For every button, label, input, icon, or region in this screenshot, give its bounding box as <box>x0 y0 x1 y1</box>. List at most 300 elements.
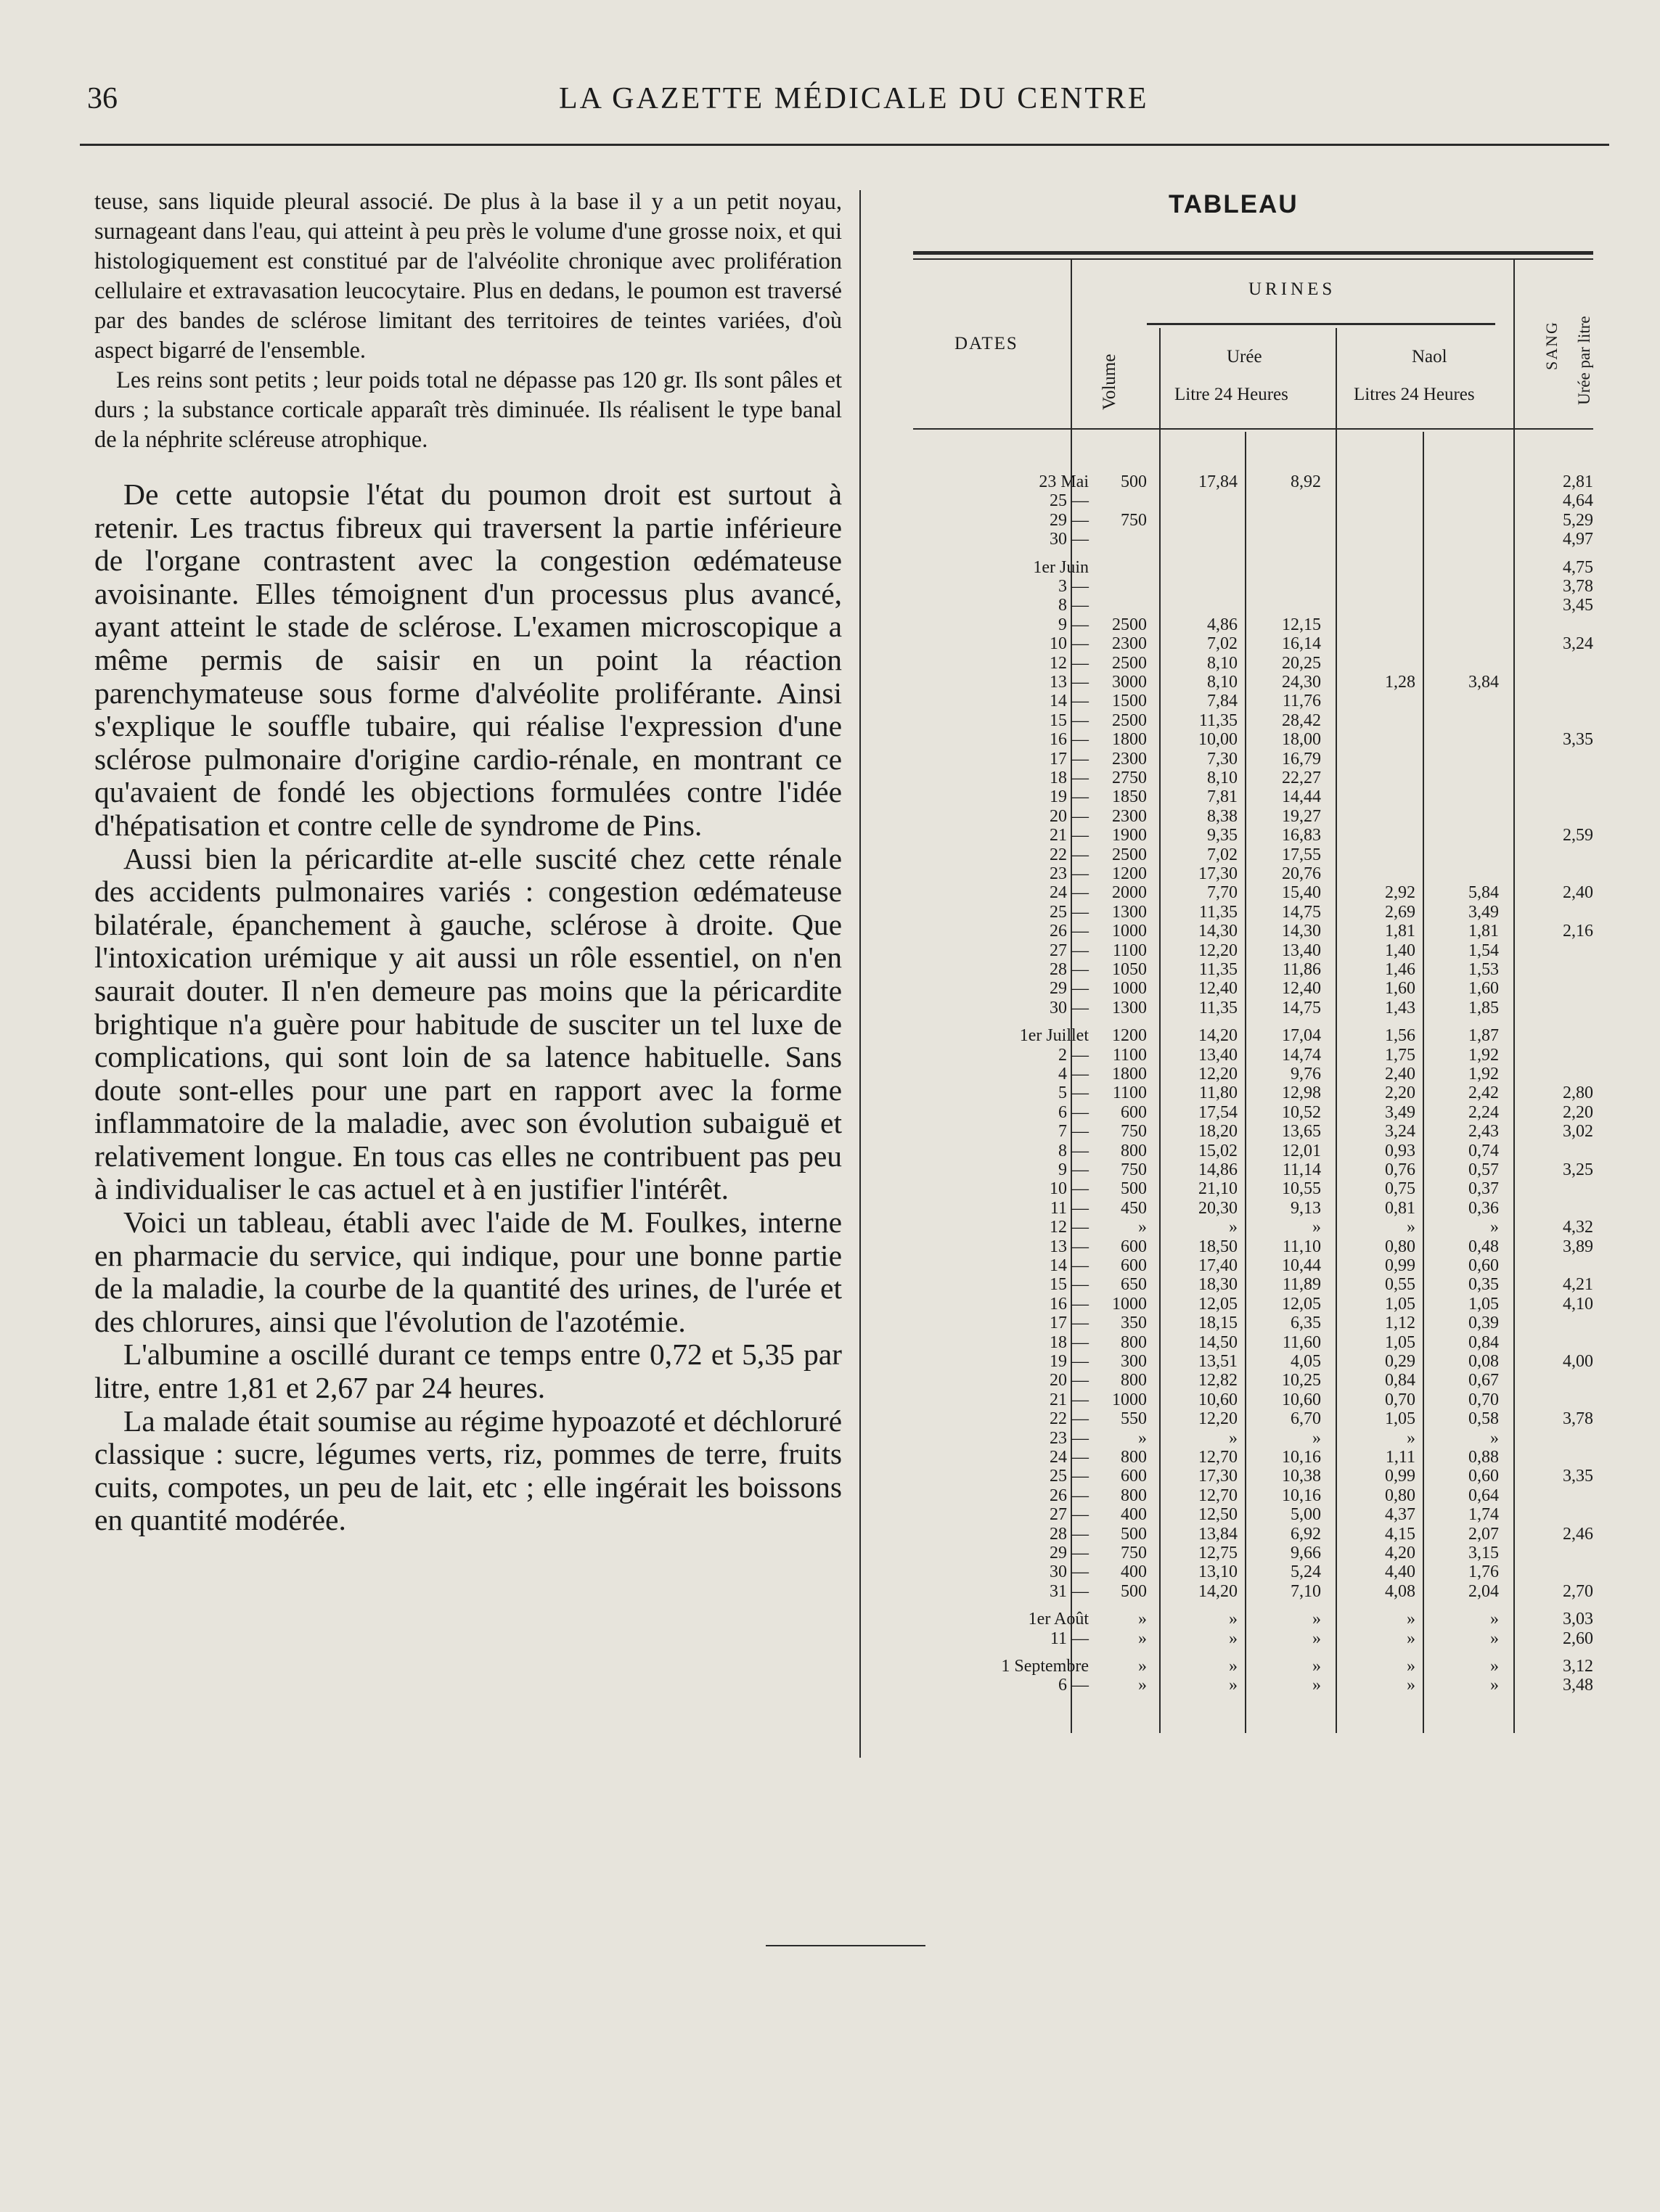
naol-litre-cell: 0,93 <box>1385 1141 1415 1160</box>
volume-cell: 2300 <box>1112 749 1147 769</box>
uree-24h-cell: » <box>1312 1676 1321 1695</box>
table-row <box>0 1122 1660 1142</box>
volume-cell: 1000 <box>1112 922 1147 941</box>
uree-24h-cell: 8,92 <box>1291 472 1321 491</box>
uree-24h-cell: 14,44 <box>1282 787 1321 807</box>
table-row <box>0 1629 1660 1649</box>
date-cell: 11 — <box>1050 1629 1089 1648</box>
volume-cell: 3000 <box>1112 673 1147 692</box>
date-cell: 6 — <box>1058 1102 1089 1122</box>
uree-24h-cell: 14,75 <box>1282 902 1321 922</box>
volume-cell: » <box>1138 1657 1147 1676</box>
naol-litre-cell: 1,56 <box>1385 1026 1415 1046</box>
table-row <box>0 730 1660 750</box>
volume-cell: 1000 <box>1112 979 1147 999</box>
uree-24h-cell: 10,25 <box>1282 1371 1321 1390</box>
date-cell: 5 — <box>1058 1084 1089 1103</box>
volume-cell: 600 <box>1121 1237 1147 1256</box>
header-bottom-rule <box>913 428 1593 430</box>
uree-24h-cell: 12,98 <box>1282 1084 1321 1103</box>
table-row <box>0 692 1660 711</box>
date-cell: 6 — <box>1058 1676 1089 1695</box>
uree-24h-cell: 24,30 <box>1282 673 1321 692</box>
volume-cell: 600 <box>1121 1102 1147 1122</box>
table-row <box>0 472 1660 492</box>
uree-24h-cell: 11,10 <box>1282 1237 1321 1256</box>
volume-cell: 400 <box>1121 1505 1147 1525</box>
naol-litre-cell: 1,11 <box>1385 1448 1415 1467</box>
table-row <box>0 807 1660 827</box>
uree-litre-cell: 12,75 <box>1198 1544 1238 1562</box>
date-cell: 25 — <box>1050 491 1089 511</box>
date-cell: 27 — <box>1050 1505 1089 1525</box>
volume-cell: 1200 <box>1112 864 1147 883</box>
uree-litre-cell: » <box>1229 1218 1238 1237</box>
naol-litre-cell: 0,84 <box>1385 1371 1415 1390</box>
naol-24h-cell: 1,92 <box>1468 1045 1499 1065</box>
date-cell: 18 — <box>1050 1332 1089 1352</box>
date-cell: 31 — <box>1050 1581 1089 1601</box>
naol-24h-cell: 0,67 <box>1468 1371 1499 1390</box>
date-cell: 28 — <box>1050 960 1089 979</box>
uree-24h-cell: 7,10 <box>1291 1581 1321 1601</box>
header-naol-unit: Litres 24 Heures <box>1354 385 1475 404</box>
uree-litre-cell: 17,30 <box>1198 864 1238 883</box>
table-row <box>0 1409 1660 1429</box>
naol-24h-cell: 3,15 <box>1468 1544 1499 1562</box>
header-sang: SANG <box>1542 321 1561 370</box>
uree-24h-cell: » <box>1312 1657 1321 1676</box>
volume-cell: 800 <box>1121 1448 1147 1467</box>
header-naol: Naol <box>1412 347 1447 366</box>
uree-litre-cell: 12,82 <box>1198 1371 1238 1390</box>
naol-litre-cell: 0,76 <box>1385 1160 1415 1179</box>
volume-cell: 1000 <box>1112 1390 1147 1409</box>
table-row <box>0 750 1660 769</box>
uree-24h-cell: 9,76 <box>1291 1065 1321 1084</box>
table-row <box>0 1160 1660 1180</box>
table-row <box>0 1046 1660 1065</box>
volume-cell: 550 <box>1121 1409 1147 1429</box>
date-cell: 1er Août <box>1028 1610 1089 1629</box>
table-row <box>0 1256 1660 1276</box>
uree-litre-cell: 20,30 <box>1198 1198 1238 1218</box>
uree-litre-cell: 9,35 <box>1207 826 1238 845</box>
sang-cell: 3,48 <box>1563 1676 1593 1695</box>
table-row <box>0 1179 1660 1199</box>
sang-cell: 3,02 <box>1563 1122 1593 1142</box>
uree-litre-cell: » <box>1229 1610 1238 1629</box>
naol-24h-cell: 0,60 <box>1468 1467 1499 1486</box>
uree-litre-cell: 12,20 <box>1198 941 1238 960</box>
sang-cell: 3,89 <box>1563 1237 1593 1256</box>
naol-litre-cell: 1,81 <box>1385 922 1415 941</box>
uree-litre-cell: 13,10 <box>1198 1562 1238 1582</box>
volume-cell: 750 <box>1121 1544 1147 1562</box>
table-row <box>0 577 1660 597</box>
uree-litre-cell: 12,70 <box>1198 1448 1238 1467</box>
uree-24h-cell: 12,40 <box>1282 979 1321 999</box>
naol-litre-cell: 1,05 <box>1385 1332 1415 1352</box>
sang-cell: 2,16 <box>1563 922 1593 941</box>
table-row <box>0 922 1660 941</box>
naol-24h-cell: 0,88 <box>1468 1448 1499 1467</box>
naol-litre-cell: 1,05 <box>1385 1409 1415 1429</box>
uree-24h-cell: 6,92 <box>1291 1524 1321 1544</box>
header-urines: URINES <box>1248 279 1336 299</box>
uree-24h-cell: 12,05 <box>1282 1294 1321 1314</box>
table-row <box>0 1295 1660 1314</box>
table-row <box>0 491 1660 511</box>
table-row <box>0 615 1660 635</box>
naol-24h-cell: 1,74 <box>1468 1505 1499 1525</box>
header-uree: Urée <box>1227 347 1262 366</box>
table-row <box>0 1486 1660 1506</box>
date-cell: 1er Juin <box>1033 557 1089 577</box>
naol-litre-cell: 0,80 <box>1385 1486 1415 1505</box>
naol-24h-cell: 0,74 <box>1468 1141 1499 1160</box>
volume-cell: 750 <box>1121 1122 1147 1142</box>
date-cell: 14 — <box>1050 1256 1089 1275</box>
volume-cell: 1100 <box>1112 1084 1147 1103</box>
uree-24h-cell: 4,05 <box>1291 1352 1321 1371</box>
volume-cell: 800 <box>1121 1486 1147 1505</box>
uree-24h-cell: 14,75 <box>1282 998 1321 1017</box>
table-row <box>0 1544 1660 1563</box>
date-cell: 23 — <box>1050 1428 1089 1448</box>
date-cell: 11 — <box>1050 1198 1089 1218</box>
date-cell: 16 — <box>1050 730 1089 750</box>
uree-litre-cell: 12,50 <box>1198 1505 1238 1525</box>
naol-litre-cell: 1,40 <box>1385 941 1415 960</box>
table-row <box>0 1333 1660 1353</box>
uree-litre-cell: 7,30 <box>1207 749 1238 769</box>
naol-24h-cell: 0,70 <box>1468 1390 1499 1409</box>
volume-cell: 750 <box>1121 1160 1147 1179</box>
volume-cell: 1300 <box>1112 902 1147 922</box>
uree-litre-cell: 7,02 <box>1207 634 1238 654</box>
table-row <box>0 1218 1660 1237</box>
volume-cell: 2500 <box>1112 653 1147 673</box>
sang-cell: 3,12 <box>1563 1657 1593 1676</box>
naol-litre-cell: 0,80 <box>1385 1237 1415 1256</box>
naol-litre-cell: 0,99 <box>1385 1467 1415 1486</box>
volume-cell: 750 <box>1121 510 1147 530</box>
uree-24h-cell: 28,42 <box>1282 710 1321 730</box>
uree-24h-cell: 17,04 <box>1282 1026 1321 1046</box>
date-cell: 28 — <box>1050 1524 1089 1544</box>
naol-24h-cell: 2,24 <box>1468 1102 1499 1122</box>
header-uree-par-litre: Urée par litre <box>1575 316 1593 405</box>
uree-24h-cell: 16,79 <box>1282 749 1321 769</box>
naol-litre-cell: 4,40 <box>1385 1562 1415 1582</box>
uree-litre-cell: 12,20 <box>1198 1409 1238 1429</box>
naol-litre-cell: 4,08 <box>1385 1581 1415 1601</box>
sang-cell: 3,25 <box>1563 1160 1593 1179</box>
volume-cell: 1500 <box>1112 692 1147 711</box>
volume-cell: » <box>1138 1218 1147 1237</box>
table-row <box>0 634 1660 654</box>
uree-litre-cell: 14,20 <box>1198 1026 1238 1046</box>
volume-cell: 500 <box>1121 472 1147 491</box>
uree-litre-cell: 14,50 <box>1198 1332 1238 1352</box>
sang-cell: 4,75 <box>1563 557 1593 577</box>
volume-cell: 2750 <box>1112 769 1147 787</box>
uree-24h-cell: 10,16 <box>1282 1486 1321 1505</box>
sang-cell: 2,46 <box>1563 1524 1593 1544</box>
naol-24h-cell: 1,53 <box>1468 960 1499 979</box>
uree-24h-cell: 6,70 <box>1291 1409 1321 1429</box>
volume-cell: 2000 <box>1112 883 1147 903</box>
date-cell: 17 — <box>1050 1314 1089 1333</box>
uree-litre-cell: 18,50 <box>1198 1237 1238 1256</box>
naol-24h-cell: 0,08 <box>1468 1352 1499 1371</box>
sang-cell: 4,10 <box>1563 1294 1593 1314</box>
naol-24h-cell: 1,92 <box>1468 1065 1499 1084</box>
uree-24h-cell: 16,14 <box>1282 634 1321 654</box>
naol-litre-cell: 1,75 <box>1385 1045 1415 1065</box>
volume-cell: 1200 <box>1112 1026 1147 1046</box>
date-cell: 30 — <box>1050 1562 1089 1582</box>
date-cell: 2 — <box>1058 1045 1089 1065</box>
date-cell: 8 — <box>1058 596 1089 615</box>
sang-cell: 3,78 <box>1563 1409 1593 1429</box>
table-row <box>0 673 1660 692</box>
uree-24h-cell: 9,66 <box>1291 1544 1321 1562</box>
sang-cell: 3,35 <box>1563 730 1593 750</box>
uree-litre-cell: 8,10 <box>1207 769 1238 787</box>
date-cell: 21 — <box>1050 826 1089 845</box>
date-cell: 16 — <box>1050 1294 1089 1314</box>
table-row <box>0 558 1660 578</box>
naol-24h-cell: 0,57 <box>1468 1160 1499 1179</box>
urines-underline <box>1147 323 1495 325</box>
sang-cell: 3,35 <box>1563 1467 1593 1486</box>
uree-24h-cell: 10,44 <box>1282 1256 1321 1275</box>
naol-litre-cell: » <box>1407 1610 1415 1629</box>
naol-litre-cell: » <box>1407 1428 1415 1448</box>
naol-24h-cell: » <box>1490 1218 1499 1237</box>
table-row <box>0 769 1660 788</box>
sang-cell: 3,45 <box>1563 596 1593 615</box>
uree-24h-cell: 16,83 <box>1282 826 1321 845</box>
uree-24h-cell: 10,38 <box>1282 1467 1321 1486</box>
uree-litre-cell: 18,15 <box>1198 1314 1238 1333</box>
table-row <box>0 1562 1660 1582</box>
date-cell: 13 — <box>1050 673 1089 692</box>
uree-litre-cell: 10,00 <box>1198 730 1238 750</box>
naol-24h-cell: » <box>1490 1428 1499 1448</box>
table-row <box>0 1582 1660 1602</box>
naol-litre-cell: » <box>1407 1657 1415 1676</box>
table-row <box>0 1657 1660 1676</box>
naol-24h-cell: 0,37 <box>1468 1179 1499 1199</box>
naol-24h-cell: 5,84 <box>1468 883 1499 903</box>
table-row <box>0 1142 1660 1161</box>
uree-24h-cell: 10,60 <box>1282 1390 1321 1409</box>
naol-24h-cell: 1,76 <box>1468 1562 1499 1582</box>
page-number: 36 <box>87 82 118 115</box>
date-cell: 26 — <box>1050 1486 1089 1505</box>
uree-24h-cell: 13,65 <box>1282 1122 1321 1142</box>
naol-litre-cell: 4,15 <box>1385 1524 1415 1544</box>
naol-litre-cell: 1,12 <box>1385 1314 1415 1333</box>
uree-litre-cell: 18,30 <box>1198 1275 1238 1295</box>
uree-litre-cell: 7,70 <box>1207 883 1238 903</box>
table-row <box>0 1467 1660 1486</box>
uree-24h-cell: 11,14 <box>1282 1160 1321 1179</box>
uree-litre-cell: » <box>1229 1428 1238 1448</box>
uree-litre-cell: 15,02 <box>1198 1141 1238 1160</box>
table-row <box>0 845 1660 865</box>
table-row <box>0 1314 1660 1333</box>
table-row <box>0 1352 1660 1372</box>
uree-litre-cell: 11,35 <box>1198 998 1238 1017</box>
date-cell: 15 — <box>1050 710 1089 730</box>
uree-24h-cell: » <box>1312 1218 1321 1237</box>
uree-litre-cell: 8,10 <box>1207 673 1238 692</box>
naol-litre-cell: » <box>1407 1218 1415 1237</box>
paragraph: La malade était soumise au régime hypoazoté et déchloruré classique : sucre, légumes verts, riz, pommes de terre, fruits cuits, compotes, un peu de lait, etc ; elle ingérait les boissons en quantité modérée. <box>94 1404 842 1537</box>
volume-cell: 1100 <box>1112 941 1147 960</box>
volume-cell: 1850 <box>1112 787 1147 807</box>
date-cell: 29 — <box>1050 1544 1089 1562</box>
naol-24h-cell: 0,39 <box>1468 1314 1499 1333</box>
uree-24h-cell: 14,74 <box>1282 1045 1321 1065</box>
date-cell: 9 — <box>1058 1160 1089 1179</box>
naol-24h-cell: 1,85 <box>1468 998 1499 1017</box>
uree-24h-cell: » <box>1312 1629 1321 1648</box>
naol-24h-cell: » <box>1490 1657 1499 1676</box>
bottom-rule <box>766 1945 925 1946</box>
naol-24h-cell: 0,36 <box>1468 1198 1499 1218</box>
sang-cell: 3,03 <box>1563 1610 1593 1629</box>
volume-cell: 1800 <box>1112 730 1147 750</box>
volume-cell: 600 <box>1121 1467 1147 1486</box>
naol-litre-cell: 1,43 <box>1385 998 1415 1017</box>
naol-litre-cell: 0,99 <box>1385 1256 1415 1275</box>
date-cell: 20 — <box>1050 806 1089 826</box>
paragraph: Voici un tableau, établi avec l'aide de M. Foulkes, interne en pharmacie du service, qui indique, pour une bonne partie de la maladie, la courbe de la quantité des urines, de l'urée et des chlorures, ainsi que l'évolution de l'azotémie. <box>94 1205 842 1338</box>
uree-litre-cell: 17,54 <box>1198 1102 1238 1122</box>
header-dates: DATES <box>954 334 1018 353</box>
naol-litre-cell: 1,05 <box>1385 1294 1415 1314</box>
uree-litre-cell: » <box>1229 1676 1238 1695</box>
uree-24h-cell: 11,86 <box>1282 960 1321 979</box>
volume-cell: 2300 <box>1112 806 1147 826</box>
date-cell: 10 — <box>1050 634 1089 654</box>
uree-24h-cell: 19,27 <box>1282 806 1321 826</box>
volume-cell: 500 <box>1121 1179 1147 1199</box>
date-cell: 1er Juillet <box>1019 1026 1089 1046</box>
naol-litre-cell: 0,29 <box>1385 1352 1415 1371</box>
sang-cell: 4,97 <box>1563 530 1593 549</box>
naol-litre-cell: 1,60 <box>1385 979 1415 999</box>
table-row <box>0 903 1660 922</box>
date-cell: 7 — <box>1058 1122 1089 1142</box>
uree-litre-cell: 4,86 <box>1207 615 1238 634</box>
date-cell: 12 — <box>1050 653 1089 673</box>
uree-24h-cell: 5,24 <box>1291 1562 1321 1582</box>
table-row <box>0 1610 1660 1629</box>
uree-24h-cell: 20,76 <box>1282 864 1321 883</box>
table-top-rule <box>913 251 1593 255</box>
uree-litre-cell: 8,10 <box>1207 653 1238 673</box>
naol-24h-cell: » <box>1490 1676 1499 1695</box>
uree-24h-cell: 11,89 <box>1282 1275 1321 1295</box>
date-cell: 23 Mai <box>1039 472 1089 491</box>
uree-24h-cell: 15,40 <box>1282 883 1321 903</box>
naol-litre-cell: 3,24 <box>1385 1122 1415 1142</box>
volume-cell: 400 <box>1121 1562 1147 1582</box>
uree-litre-cell: 7,81 <box>1207 787 1238 807</box>
volume-cell: 800 <box>1121 1141 1147 1160</box>
naol-24h-cell: 1,60 <box>1468 979 1499 999</box>
table-row <box>0 1505 1660 1525</box>
uree-litre-cell: 14,30 <box>1198 922 1238 941</box>
sang-cell: 4,64 <box>1563 491 1593 511</box>
date-cell: 10 — <box>1050 1179 1089 1199</box>
table-row <box>0 1676 1660 1695</box>
naol-litre-cell: » <box>1407 1676 1415 1695</box>
table-row <box>0 711 1660 731</box>
volume-cell: » <box>1138 1676 1147 1695</box>
uree-litre-cell: 13,40 <box>1198 1045 1238 1065</box>
naol-litre-cell: 4,37 <box>1385 1505 1415 1525</box>
table-row <box>0 941 1660 961</box>
uree-24h-cell: 11,60 <box>1282 1332 1321 1352</box>
uree-24h-cell: 10,16 <box>1282 1448 1321 1467</box>
table-row <box>0 1065 1660 1084</box>
naol-litre-cell: 2,40 <box>1385 1065 1415 1084</box>
date-cell: 20 — <box>1050 1371 1089 1390</box>
uree-24h-cell: 13,40 <box>1282 941 1321 960</box>
uree-litre-cell: 11,35 <box>1198 902 1238 922</box>
uree-litre-cell: 18,20 <box>1198 1122 1238 1142</box>
date-cell: 21 — <box>1050 1390 1089 1409</box>
volume-cell: 350 <box>1121 1314 1147 1333</box>
date-cell: 17 — <box>1050 749 1089 769</box>
uree-litre-cell: 14,86 <box>1198 1160 1238 1179</box>
date-cell: 25 — <box>1050 902 1089 922</box>
table-row <box>0 787 1660 807</box>
table-row <box>0 654 1660 673</box>
paragraph: Aussi bien la péricardite at-elle suscité chez cette rénale des accidents pulmonaires variés : congestion œdémateuse bilatérale, épanchement à gauche, sclérose à droite. Que l'intoxication urémique y ait aussi un rôle essentiel, on n'en saurait douter. Il n'en demeure pas moins que la péricardite brightique n'a guère pour habitude de susciter un tel luxe de complications, qui sont loin de sa latence habituelle. Sans doute sont-elles pour une part en rapport avec la forme inflammatoire de la maladie, avec son évolution subaiguë et relativement longue. En tous cas elles ne contribuent pas peu à individualiser le cas actuel et à en justifier l'intérêt. <box>94 841 842 1206</box>
table-row <box>0 1525 1660 1544</box>
naol-24h-cell: 3,49 <box>1468 902 1499 922</box>
date-cell: 15 — <box>1050 1275 1089 1295</box>
volume-cell: 2300 <box>1112 634 1147 654</box>
volume-cell: 2500 <box>1112 615 1147 634</box>
volume-cell: 1900 <box>1112 826 1147 845</box>
table-row <box>0 1275 1660 1295</box>
table-title: TABLEAU <box>1169 190 1299 218</box>
date-cell: 4 — <box>1058 1065 1089 1084</box>
paragraph: teuse, sans liquide pleural associé. De plus à la base il y a un petit noyau, surnageant dans l'eau, qui atteint à peu près le volume d'une grosse noix, et qui histologiquement est constitué par de l'alvéolite chronique avec prolifération cellulaire et extravasation leucocytaire. Plus en dedans, le poumon est traversé par des bandes de sclérose limitant des territoires de teintes variées, d'où aspect bigarré de l'ensemble. <box>94 189 842 364</box>
sang-cell: 4,32 <box>1563 1218 1593 1237</box>
naol-litre-cell: 0,55 <box>1385 1275 1415 1295</box>
uree-litre-cell: 12,70 <box>1198 1486 1238 1505</box>
naol-litre-cell: 4,20 <box>1385 1544 1415 1562</box>
table-row <box>0 883 1660 903</box>
uree-litre-cell: » <box>1229 1629 1238 1648</box>
volume-cell: 800 <box>1121 1332 1147 1352</box>
uree-24h-cell: 14,30 <box>1282 922 1321 941</box>
uree-litre-cell: 12,20 <box>1198 1065 1238 1084</box>
table-row <box>0 1199 1660 1218</box>
naol-litre-cell: 1,28 <box>1385 673 1415 692</box>
naol-litre-cell: 2,69 <box>1385 902 1415 922</box>
